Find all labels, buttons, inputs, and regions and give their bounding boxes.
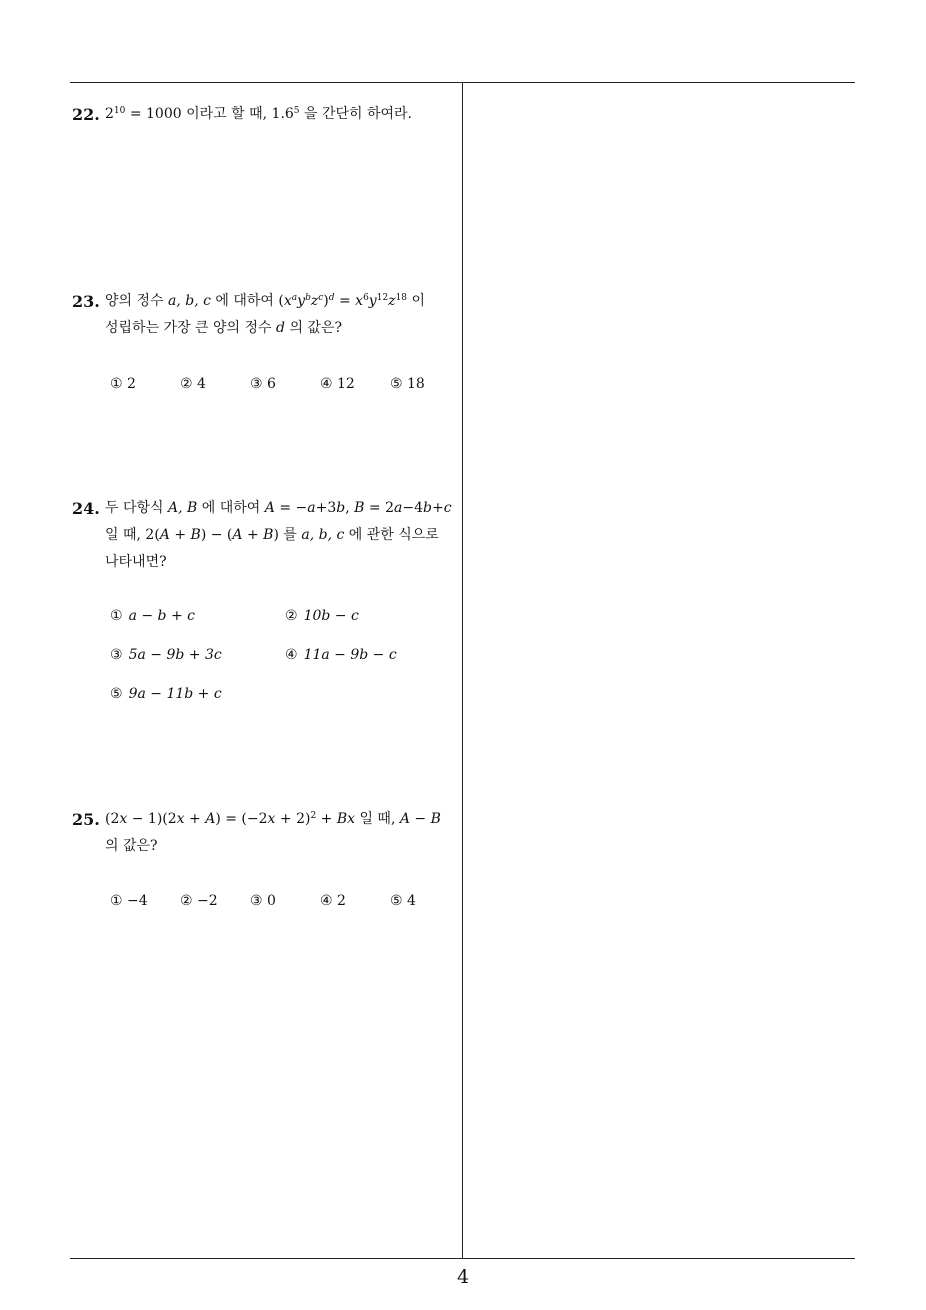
math-expression: $2^{10} = 1000$ xyxy=(105,106,182,122)
choice-2[interactable]: ② 4 xyxy=(180,376,206,392)
choice-1[interactable]: ① 2 xyxy=(110,376,136,392)
choice-5[interactable]: ⑤ 4 xyxy=(390,893,416,909)
math-expression: $(x^ay^bz^c)^d = x^6y^{12}z^{18}$ xyxy=(278,293,408,309)
question-stem: $2^{10} = 1000$ 이라고 할 때, $1.6^5$ 을 간단히 하여라. xyxy=(105,106,413,122)
math-expression: 2(A + B) − (A + B) xyxy=(145,527,279,543)
question-number: 24. xyxy=(72,499,100,518)
question-number: 25. xyxy=(72,810,100,829)
choice-2[interactable]: ② 10b − c xyxy=(285,608,359,624)
math-expression: a, b, c xyxy=(168,293,211,309)
page-number: 4 xyxy=(456,1266,470,1288)
math-expression: d xyxy=(276,320,285,336)
math-expression: A − B xyxy=(399,811,441,827)
question-number: 23. xyxy=(72,292,100,311)
question-25 xyxy=(72,806,458,860)
choice-5[interactable]: ⑤ 9a − 11b + c xyxy=(110,686,222,702)
math-expression: $(2x - 1)(2x + A) = (-2x + 2)^2 + Bx$ xyxy=(105,811,355,827)
question-23 xyxy=(72,288,458,342)
choice-3[interactable]: ③ 6 xyxy=(250,376,276,392)
choice-4[interactable]: ④ 2 xyxy=(320,893,346,909)
question-stem: $(2x - 1)(2x + A) = (-2x + 2)^2 + Bx$ 일 때, A − B 의 값은? xyxy=(105,811,441,854)
choice-1[interactable]: ① −4 xyxy=(110,893,148,909)
choice-1[interactable]: ① a − b + c xyxy=(110,608,195,624)
math-expression: a, b, c xyxy=(301,527,345,543)
choice-2[interactable]: ② −2 xyxy=(180,893,218,909)
bottom-rule xyxy=(70,1258,855,1259)
choice-3[interactable]: ③ 5a − 9b + 3c xyxy=(110,647,222,663)
math-expression: A = −a+3b, B = 2a−4b+c xyxy=(264,500,452,516)
question-number: 22. xyxy=(72,105,100,124)
question-24 xyxy=(72,495,458,576)
question-stem: 두 다항식 A, B 에 대하여 A = −a+3b, B = 2a−4b+c 일 때, 2(A + B) − (A + B) 를 a, b, c 에 관한 식으로 나타내면? xyxy=(105,500,452,570)
choice-3[interactable]: ③ 0 xyxy=(250,893,276,909)
question-stem: 양의 정수 a, b, c 에 대하여 $(x^ay^bz^c)^d = x^6y^{12}z^{18}$ 이 성립하는 가장 큰 양의 정수 d 의 값은? xyxy=(105,293,425,336)
column-divider xyxy=(462,82,463,1258)
choice-4[interactable]: ④ 11a − 9b − c xyxy=(285,647,397,663)
choice-4[interactable]: ④ 12 xyxy=(320,376,355,392)
math-expression: A, B xyxy=(168,500,198,516)
math-expression: $1.6^5$ xyxy=(271,106,300,122)
question-22 xyxy=(72,101,458,128)
choice-5[interactable]: ⑤ 18 xyxy=(390,376,425,392)
